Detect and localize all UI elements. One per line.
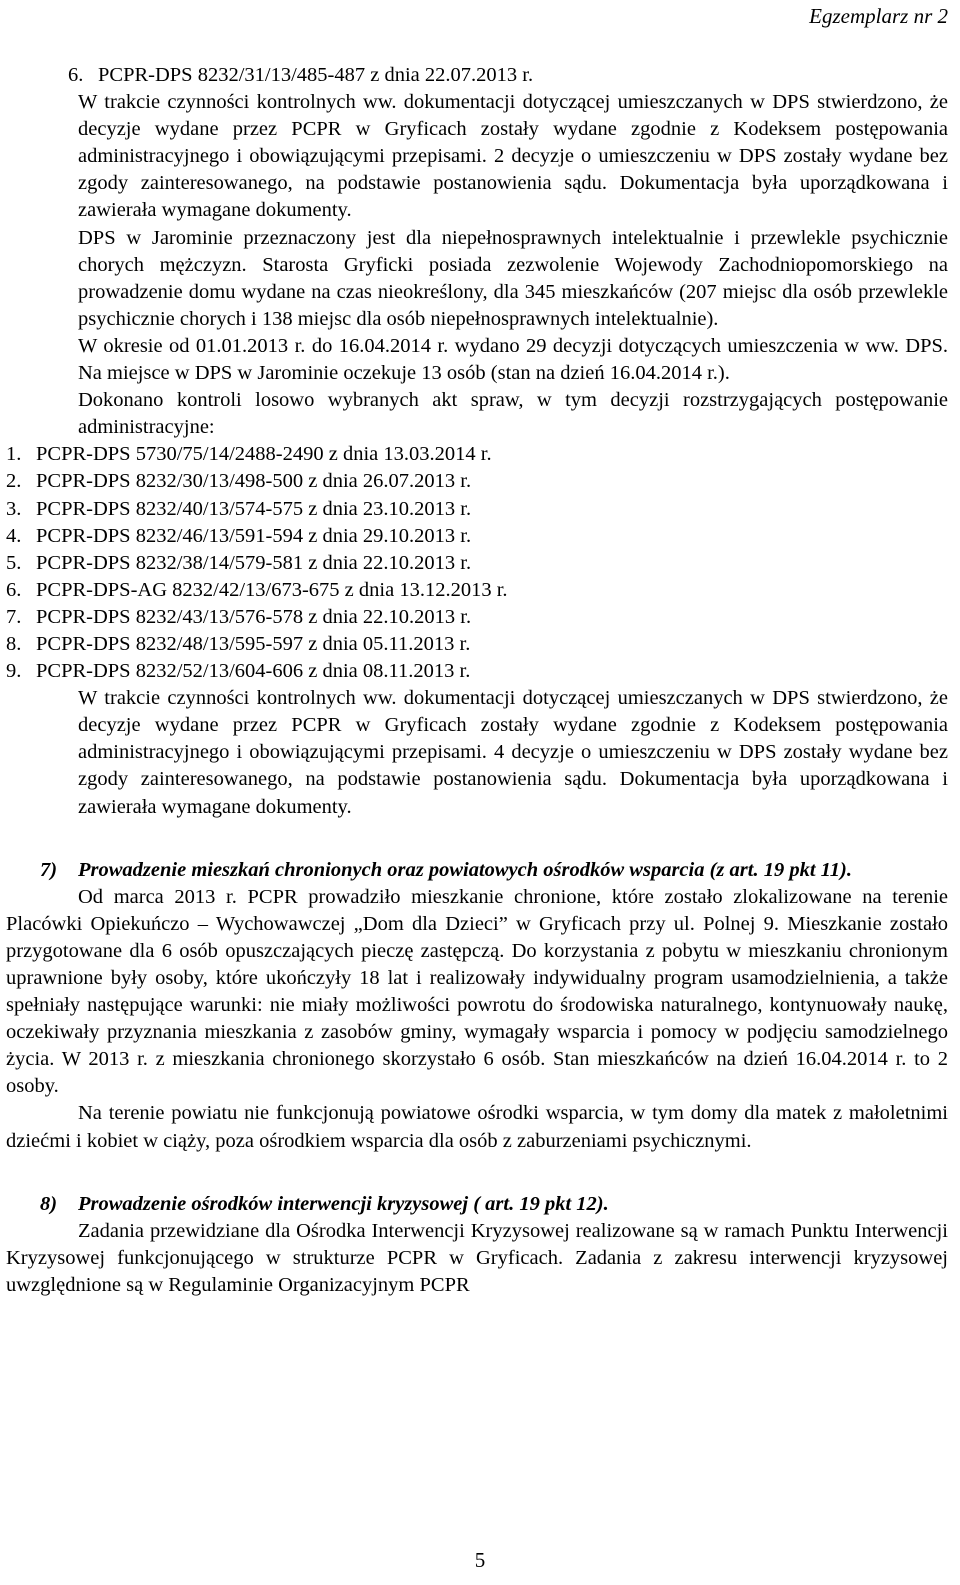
section-heading-7 <box>6 857 948 884</box>
paragraph-crisis-intervention: Zadania przewidziane dla Ośrodka Interwencji Kryzysowej realizowane są w ramach Punktu Interwencji Kryzysowej funkcjonującego w strukturze PCPR w Gryficach. Zadania z zakresu interwencji kryzysowej uwzględnione są w Regulaminie Organizacyjnym PCPR <box>6 1219 948 1296</box>
paragraph-support-centres: Na terenie powiatu nie funkcjonują powiatowe ośrodki wsparcia, w tym domy dla matek z małoletnimi dziećmi i kobiet w ciąży, poza ośrodkiem wsparcia dla osób z zaburzeniami psychicznymi. <box>6 1102 948 1152</box>
paragraph-control-findings-2: W trakcie czynności kontrolnych ww. dokumentacji dotyczącej umieszczanych w DPS stwierdzono, że decyzje wydane przez PCPR w Gryficach zostały wydane zgodnie z Kodeksem postępowania administracyjnego i obowiązującymi przepisami. 4 decyzje o umieszczeniu w DPS zostały wydane bez zgody zainteresowanego, na podstawie postanowienia sądu. Dokumentacja była uporządkowana i zawierała wymagane dokumenty. <box>78 687 948 818</box>
list-item <box>6 441 948 468</box>
paragraph-dps-jarominie: DPS w Jarominie przeznaczony jest dla niepełnosprawnych intelektualnie i przewlekle psychicznie chorych mężczyzn. Starosta Gryficki posiada zezwolenie Wojewody Zachodniopomorskiego na prowadzenie domu wydane na czas nieokreślony, dla 345 mieszkańców (207 miejsc dla osób przewlekle psychicznie chorych i 138 miejsc dla osób niepełnosprawnych intelektualnie). <box>78 226 948 330</box>
list-item <box>6 62 948 89</box>
section-title: Prowadzenie mieszkań chronionych oraz powiatowych ośrodków wsparcia (z art. 19 pkt 11). <box>78 858 852 881</box>
list-item-text: PCPR-DPS 8232/30/13/498-500 z dnia 26.07.2013 r. <box>36 470 472 493</box>
list-item-number: 9. <box>6 660 22 683</box>
list-item <box>6 658 948 685</box>
list-item-text: PCPR-DPS 5730/75/14/2488-2490 z dnia 13.03.2014 r. <box>36 443 492 466</box>
list-item-number: 6. <box>68 64 84 86</box>
list-item <box>6 577 948 604</box>
list-item-number: 8. <box>6 632 22 655</box>
list-item-text: PCPR-DPS 8232/46/13/591-594 z dnia 29.10.2013 r. <box>36 524 472 547</box>
list-item <box>6 468 948 495</box>
list-item <box>6 604 948 631</box>
list-item-text: PCPR-DPS 8232/52/13/604-606 z dnia 08.11.2013 r. <box>36 660 471 683</box>
section-title: Prowadzenie ośrodków interwencji kryzysowej ( art. 19 pkt 12). <box>78 1192 609 1215</box>
list-item-number: 5. <box>6 551 22 574</box>
page-number: 5 <box>474 1548 486 1572</box>
list-item <box>6 523 948 550</box>
list-item-text: PCPR-DPS 8232/38/14/579-581 z dnia 22.10.2013 r. <box>36 551 472 574</box>
paragraph-control-findings-1: W trakcie czynności kontrolnych ww. dokumentacji dotyczącej umieszczanych w DPS stwierdzono, że decyzje wydane przez PCPR w Gryficach zostały wydane zgodnie z Kodeksem postępowania administracyjnego i obowiązującymi przepisami. 2 decyzje o umieszczeniu w DPS zostały wydane bez zgody zainteresowanego, na podstawie postanowienia sądu. Dokumentacja była uporządkowana i zawierała wymagane dokumenty. <box>78 91 948 222</box>
paragraph-decisions-period: W okresie od 01.01.2013 r. do 16.04.2014 r. wydano 29 decyzji dotyczących umieszczenia w ww. DPS. Na miejsce w DPS w Jarominie oczekuje 13 osób (stan na dzień 16.04.2014 r.). <box>78 334 948 385</box>
section-number: 7) <box>40 858 58 881</box>
copy-label: Egzemplarz nr 2 <box>809 4 948 28</box>
list-item <box>6 496 948 523</box>
section-number: 8) <box>40 1192 58 1215</box>
list-item-text: PCPR-DPS 8232/31/13/485-487 z dnia 22.07.2013 r. <box>98 64 534 86</box>
list-item-text: PCPR-DPS 8232/40/13/574-575 z dnia 23.10.2013 r. <box>36 497 472 520</box>
list-item-text: PCPR-DPS-AG 8232/42/13/673-675 z dnia 13.12.2013 r. <box>36 578 508 601</box>
list-item-number: 1. <box>6 443 22 466</box>
decisions-list <box>6 441 948 685</box>
list-item-number: 4. <box>6 524 22 547</box>
list-item-number: 3. <box>6 497 22 520</box>
list-item-number: 2. <box>6 470 22 493</box>
list-item-number: 7. <box>6 605 22 628</box>
section-heading-8 <box>6 1191 948 1218</box>
list-item <box>6 550 948 577</box>
document-body <box>6 62 948 1299</box>
list-item-text: PCPR-DPS 8232/48/13/595-597 z dnia 05.11.2013 r. <box>36 632 471 655</box>
list-item-text: PCPR-DPS 8232/43/13/576-578 z dnia 22.10.2013 r. <box>36 605 472 628</box>
paragraph-control-sample: Dokonano kontroli losowo wybranych akt spraw, w tym decyzji rozstrzygających postępowanie administracyjne: <box>78 389 948 439</box>
list-item <box>6 631 948 658</box>
paragraph-sheltered-housing: Od marca 2013 r. PCPR prowadziło mieszkanie chronione, które zostało zlokalizowane na terenie Placówki Opiekuńczo – Wychowawczej „Dom dla Dzieci” w Gryficach przy ul. Polnej 9. Mieszkanie zostało przygotowane dla 6 osób opuszczających pieczę zastępczą. Do korzystania z pobytu w mieszkaniu chronionym uprawnione były osoby, które ukończyły 18 lat i realizowały indywidualny program usamodzielnienia, a także spełniały następujące warunki: nie miały możliwości powrotu do środowiska naturalnego, kontynuowały naukę, oczekiwały przyznania mieszkania z zasobów gminy, wymagały wsparcia i pomocy w podjęciu samodzielnego życia. W 2013 r. z mieszkania chronionego skorzystało 6 osób. Stan mieszkańców na dzień 16.04.2014 r. to 2 osoby. <box>6 885 948 1098</box>
list-item-number: 6. <box>6 578 22 601</box>
